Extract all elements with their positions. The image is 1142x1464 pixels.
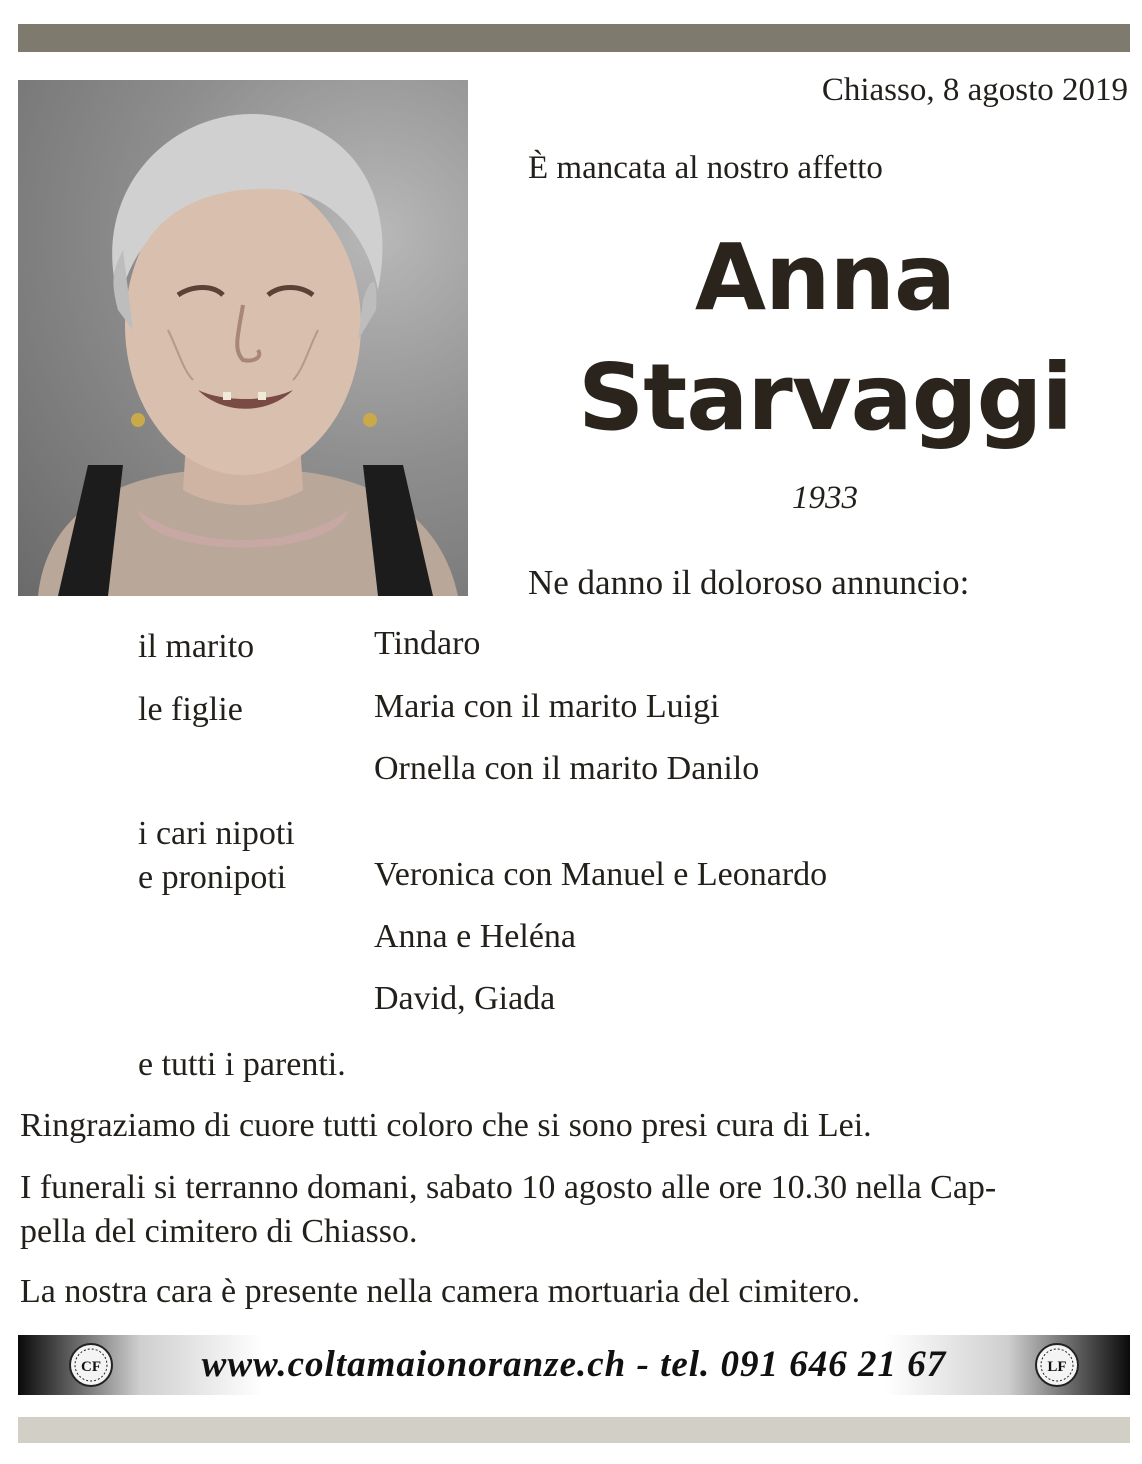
relative-name: David, Giada: [374, 980, 556, 1017]
birth-year: 1933: [792, 480, 858, 516]
relative-name: Veronica con Manuel e Leonardo: [374, 856, 828, 893]
svg-text:CF: CF: [81, 1359, 101, 1375]
thanks-paragraph: Ringraziamo di cuore tutti coloro che si sono presi cura di Lei.: [20, 1107, 872, 1144]
intro-text: È mancata al nostro affetto: [528, 150, 883, 186]
notice-date: Chiasso, 8 agosto 2019: [821, 72, 1128, 108]
footer-banner: [18, 1335, 1130, 1395]
funeral-paragraph-line2: pella del cimitero di Chiasso.: [20, 1213, 418, 1250]
funeral-home-seal-icon: [1034, 1342, 1080, 1388]
viewing-paragraph: La nostra cara è presente nella camera mortuaria del cimitero.: [20, 1273, 861, 1310]
funeral-paragraph-line1: I funerali si terranno domani, sabato 10 agosto alle ore 10.30 nella Cap-: [20, 1169, 997, 1206]
relative-name: Tindaro: [374, 625, 481, 662]
announcement-text: Ne danno il doloroso annuncio:: [528, 563, 970, 602]
top-band: [18, 24, 1130, 52]
portrait-illustration: [18, 80, 468, 596]
svg-text:LF: LF: [1047, 1359, 1067, 1375]
bottom-band: [18, 1417, 1130, 1443]
portrait-photo: [18, 80, 468, 596]
relation-label-grandchildren: i cari nipoti: [138, 815, 295, 852]
deceased-first-name: Anna: [694, 224, 956, 331]
relative-name: Ornella con il marito Danilo: [374, 750, 760, 787]
deceased-last-name: Starvaggi: [578, 344, 1072, 451]
relation-label-great-grandchildren: e pronipoti: [138, 859, 287, 896]
other-relatives: e tutti i parenti.: [138, 1046, 346, 1083]
footer-contact-text: www.coltamaionoranze.ch - tel. 091 646 21 67: [201, 1344, 947, 1385]
relative-name: Maria con il marito Luigi: [374, 688, 720, 725]
relation-label-husband: il marito: [138, 628, 255, 665]
relation-label-daughters: le figlie: [138, 691, 243, 728]
relative-name: Anna e Heléna: [374, 918, 577, 955]
